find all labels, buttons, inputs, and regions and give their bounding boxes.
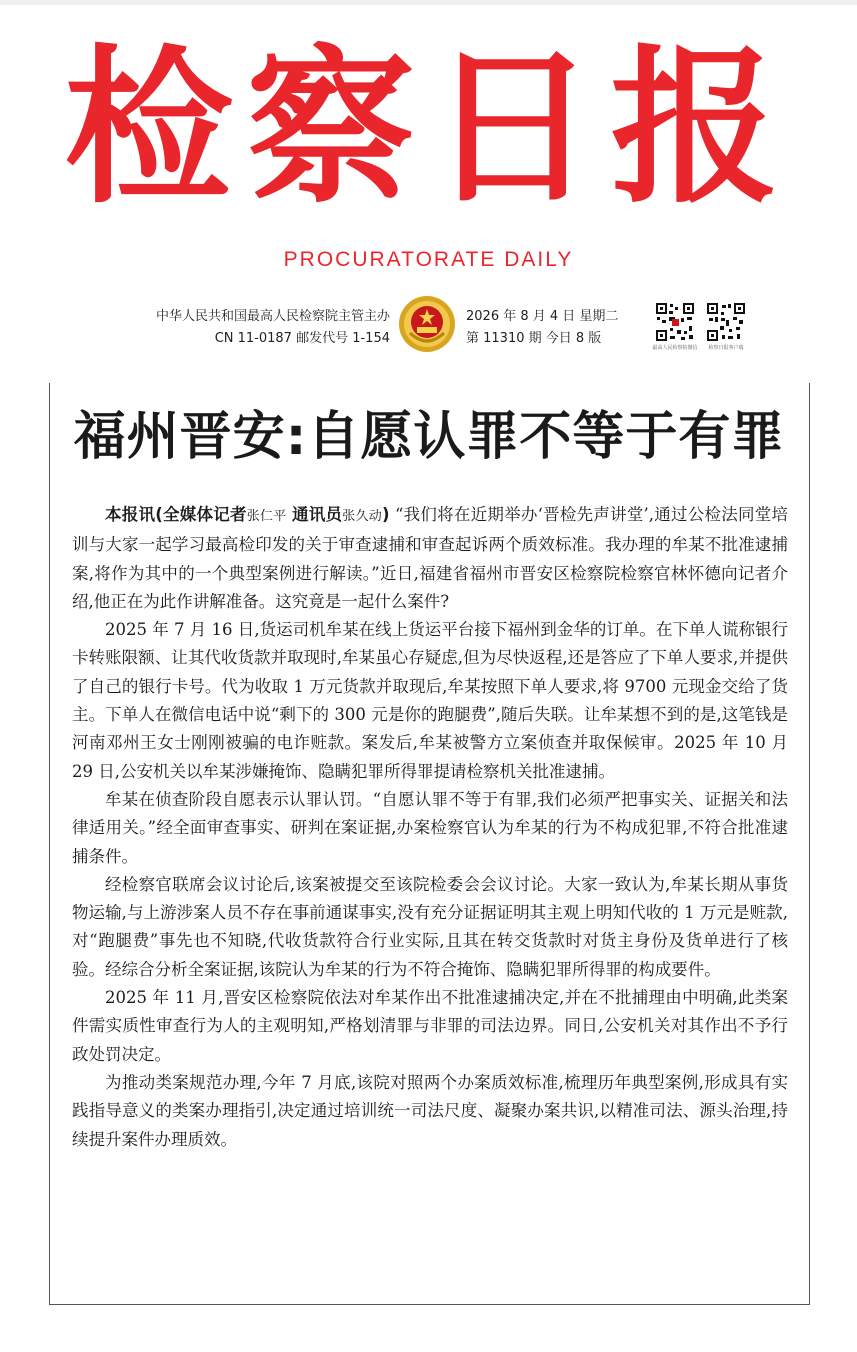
sponsor-line: 中华人民共和国最高人民检察院主管主办 [155,309,390,324]
article-body [72,501,788,1154]
top-divider [0,0,857,5]
publication-info-right [466,306,646,350]
masthead-title: 检察日报 [64,28,793,226]
cn-code-line: CN 11-0187 邮发代号 1-154 [214,331,390,346]
correspondent-name: 张久动 [342,509,382,524]
byline-lead: 本报讯(全媒体记者 [105,505,247,524]
publication-info-left [100,306,390,350]
procuratorate-emblem-icon [398,295,456,353]
article-frame [49,383,810,1305]
reporter-name: 张仁平 [246,509,287,524]
qr-caption: 检察日报客户端 [708,345,744,351]
qr-code-icon [706,302,746,342]
article-paragraph: 牟某在侦查阶段自愿表示认罪认罚。“自愿认罪不等于有罪,我们必须严把事实关、证据关和法律适用关。”经全面审查事实、研判在案证据,办案检察官认为牟某的行为不构成犯罪,不符合批准逮捕条件。 [72,789,788,866]
article-paragraph: 为推动类案规范办理,今年 7 月底,该院对照两个办案质效标准,梳理历年典型案例,形成具有实践指导意义的类案办理指引,决定通过培训统一司法尺度、凝聚办案共识,以精准司法、源头治理,持续提升案件办理质效。 [72,1072,788,1149]
issue-line: 第 11310 期 今日 8 版 [466,331,602,346]
article-paragraph [72,501,788,616]
qr-caption: 最高人民检察院微信 [652,345,698,351]
date-line: 2026 年 8 月 4 日 星期二 [466,309,619,324]
article-paragraph: 2025 年 7 月 16 日,货运司机牟某在线上货运平台接下福州到金华的订单。在下单人谎称银行卡转账限额、让其代收货款并取现时,牟某虽心存疑虑,但为尽快返程,还是答应了下单人要求,并提供了自己的银行卡号。代为收取 1 万元货款并取现后,牟某按照下单人要求,将 9700 元现金交给了货主。下单人在微信电话中说“剩下的 300 元是你的跑腿费”,随后失联。让牟某想不到的是,这笔钱是河南邓州王女士刚刚被骗的电诈赃款。案发后,牟某被警方立案侦查并取保候审。2025 年 10 月 29 日,公安机关以牟某涉嫌掩饰、隐瞒犯罪所得罪提请检察机关批准逮捕。 [72,620,788,781]
paragraph-1-text: “我们将在近期举办‘晋检先声讲堂’,通过公检法同堂培训与大家一起学习最高检印发的关于审查逮捕和审查起诉两个质效标准。我办理的牟某不批准逮捕案,将作为其中的一个典型案例进行解读。”近日,福建省福州市晋安区检察院检察官林怀德向记者介绍,他正在为此作讲解准备。这究竟是一起什么案件? [72,505,788,611]
article-paragraph: 经检察官联席会议讨论后,该案被提交至该院检委会会议讨论。大家一致认为,牟某长期从事货物运输,与上游涉案人员不存在事前通谋事实,没有充分证据证明其主观上明知代收的 1 万元是赃款,对“跑腿费”事先也不知晓,代收货款符合行业实际,且其在转交货款时对货主身份及货单进行了核验。经综合分析全案证据,该院认为牟某的行为不符合掩饰、隐瞒犯罪所得罪的构成要件。 [72,874,788,979]
article-paragraph: 2025 年 11 月,晋安区检察院依法对牟某作出不批准逮捕决定,并在不批捕理由中明确,此类案件需实质性审查行为人的主观明知,严格划清罪与非罪的司法边界。同日,公安机关对其作出不予行政处罚决定。 [72,988,788,1064]
article-headline: 福州晋安:自愿认罪不等于有罪 [73,407,785,467]
byline-correspondent-label: 通讯员 [291,505,343,524]
masthead-subtitle: PROCURATORATE DAILY [283,248,574,271]
byline-close: ) [381,505,390,524]
qr-code-icon [655,302,695,342]
